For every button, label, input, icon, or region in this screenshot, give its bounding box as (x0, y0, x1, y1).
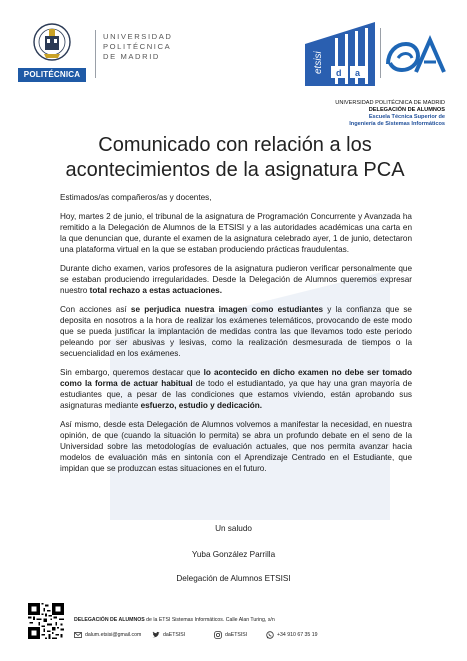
closing: Un saludo (215, 524, 252, 533)
university-name: UNIVERSIDAD POLITÉCNICA DE MADRID (103, 32, 173, 61)
svg-text:a: a (355, 68, 361, 78)
paragraph-1: Hoy, martes 2 de junio, el tribunal de la asignatura de Programación Concurrente y Avanzada ha remitido a la Delegación de Alumnos de la ETSISI y a las autoridades académicas una carta en la que denuncian que, durante el examen de la asignatura celebrado ayer, 1 de junio, detectaron una plataforma virtual en la que se estaban produciendo prácticas fraudulentas. (60, 212, 412, 254)
document-title: Comunicado con relación a los acontecimientos de la asignatura PCA (65, 134, 405, 181)
institution-info: UNIVERSIDAD POLITÉCNICA DE MADRID DELEGACIÓN DE ALUMNOS Escuela Técnica Superior de Ingeniería de Sistemas Informáticos (335, 100, 445, 127)
signer-name: Yuba González Parrilla (191, 550, 276, 559)
logo-divider (380, 28, 381, 78)
upm-logo (18, 20, 86, 86)
contact-instagram[interactable]: daETSISI (214, 631, 247, 639)
contact-email[interactable]: dalum.etsisi@gmail.com (74, 631, 141, 639)
signer-organization: Delegación de Alumnos ETSISI (176, 574, 291, 583)
instagram-icon (214, 631, 222, 639)
upm-badge: POLITÉCNICA (18, 68, 86, 82)
logo-divider (95, 30, 96, 78)
delegacion-alumnos-logo (384, 32, 446, 78)
contact-phone[interactable]: +34 910 67 35 19 (266, 631, 318, 639)
footer-address: DELEGACIÓN DE ALUMNOS de la ETSI Sistemas Informáticos. Calle Alan Turing, s/n (74, 617, 275, 623)
paragraph-2: Durante dicho examen, varios profesores de la asignatura pudieron verificar personalmente que se estaban produciendo irregularidades. Desde la Delegación de Alumnos queremos expresar nuestro total rechazo a estas actuaciones. (60, 264, 412, 295)
svg-text:etsisi: etsisi (313, 51, 324, 74)
paragraph-4: Sin embargo, queremos destacar que lo acontecido en dicho examen no debe ser tomado como la forma de actuar habitual de todo el estudiantado, ya que hay una gran mayoría de estudiantes que, a pesar de las condiciones que estamos viviendo, están aprobando sus asignaturas mediante esfuerzo, estudio y dedicación. (60, 368, 412, 410)
paragraph-3: Con acciones así se perjudica nuestra imagen como estudiantes y la confianza que se deposita en nosotros a la hora de realizar los exámenes telemáticos, provocando de este modo que se pueda justificar la implantación de medidas contra las que llevamos todo este periodo peleando por ser abusivas y lesivas, como la realización desmesurada de tiempos o la secuencialidad en los exámenes. (60, 305, 412, 358)
whatsapp-icon (266, 631, 274, 639)
qr-code (28, 603, 64, 639)
svg-text:d: d (336, 68, 342, 78)
twitter-icon (152, 631, 160, 639)
document-body (60, 192, 412, 482)
paragraph-5: Así mismo, desde esta Delegación de Alumnos volvemos a manifestar la necesidad, en nuestra opinión, de que (cuando la situación lo permita) se abra un profundo debate en el seno de la Universidad sobre las metodologías de evaluación actuales, que nos permita avanzar hacia modelos de evaluación más en sintonía con el Aprendizaje Centrado en el Estudiante, que impidan que se produzcan estas situaciones en el futuro. (60, 420, 412, 473)
upm-shield-icon (32, 20, 72, 66)
etsisi-logo (305, 22, 375, 86)
greeting: Estimados/as compañeros/as y docentes, (60, 193, 212, 202)
contact-twitter[interactable]: daETSISI (152, 631, 185, 639)
email-icon (74, 631, 82, 639)
